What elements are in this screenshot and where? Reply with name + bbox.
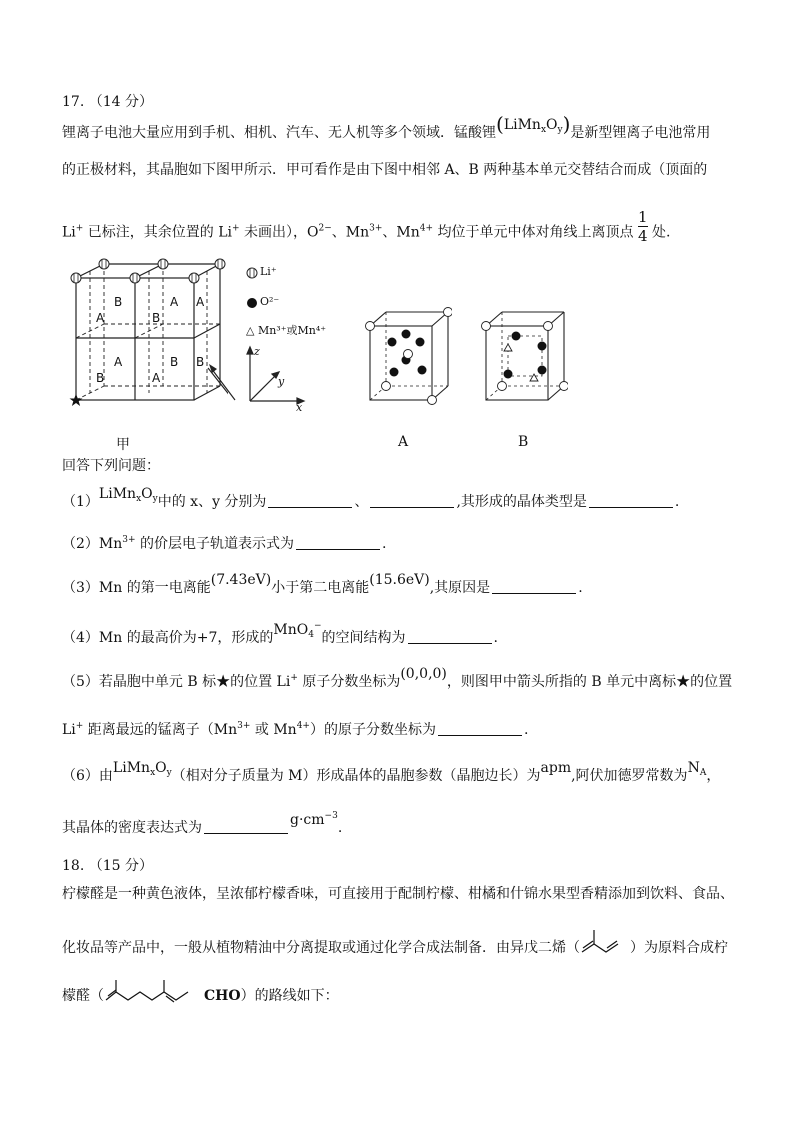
q17-intro-line1: 锂离子电池大量应用到手机、相机、汽车、无人机等多个领域．锰酸锂$(LiMn_xO_y)$是新型锂离子电池常用 [62, 112, 711, 141]
subquestion-1: $(1)LiMn_xO_y$中的 x、y 分别为 、 ,其形成的晶体类型是 . [62, 486, 680, 510]
legend-o-icon [246, 297, 258, 309]
caption-b: B [518, 434, 529, 450]
q18-heading: 18. （15 分） [62, 858, 153, 874]
fraction-one-quarter: $\frac{1}{4}$ [637, 208, 648, 245]
subquestion-6: （6）由$LiMn_xO_y$（相对分子质量为 M）形成晶体的晶胞参数（晶胞边长）为apm,阿伏加德罗常数为$N_A$， [62, 760, 721, 784]
answer-blank[interactable] [204, 819, 288, 834]
legend-mn: △ Mn³⁺或Mn⁴⁺ [246, 324, 327, 337]
cell-label: A [96, 311, 105, 325]
formula-x: x [540, 125, 547, 135]
answer-blank[interactable] [268, 493, 352, 508]
axis-y: y [278, 375, 285, 388]
o-charge: 2− [318, 223, 332, 234]
crystal-cell-jia [68, 256, 228, 416]
subquestion-6-cont: 其晶体的密度表达式为 $g\cdot cm^{-3}$. [62, 811, 343, 836]
isoprene-structure [580, 928, 630, 956]
intro-text: 未画出），O [239, 224, 319, 241]
cell-label: A [114, 355, 123, 369]
unit-cell-b [478, 304, 568, 408]
q17-heading: 17. （14 分） [62, 94, 153, 110]
cho-group: CHO [204, 988, 241, 1004]
subquestion-5: （5）若晶胞中单元 B 标★的位置 Li+ 原子分数坐标为(0,0,0)，则图甲中箭头所指的 B 单元中离标★的位置 [62, 666, 733, 690]
axis-z: z [254, 345, 260, 358]
q18-paragraph-3: 檬醛（ CHO）的路线如下： [62, 976, 760, 1006]
legend-o: O²⁻ [260, 295, 280, 308]
intro-text: 、Mn [331, 224, 370, 241]
intro-text: 已标注，其余位置的 Li [83, 224, 233, 241]
q18-paragraph-2: 化妆品等产品中，一般从植物精油中分离提取或通过化学合成法制备．由异戊二烯（ ）为原料合成柠 [62, 928, 760, 958]
legend-li: Li⁺ [260, 265, 277, 278]
answer-blank[interactable] [370, 493, 454, 508]
answer-blank[interactable] [408, 629, 492, 644]
li-ion: Li [62, 224, 76, 241]
cell-label: B [114, 295, 123, 309]
formula-y: y [557, 125, 563, 135]
intro-text: 是新型锂离子电池常用 [570, 125, 711, 141]
q17-intro-line3 [62, 208, 760, 251]
arrow-pointer [205, 360, 245, 410]
cell-label: A [196, 295, 205, 309]
li-charge: + [75, 223, 84, 234]
li-charge: + [232, 223, 240, 234]
mn4-charge: 4+ [419, 223, 434, 234]
caption-jia: 甲 [116, 437, 130, 453]
subquestion-5-cont: Li+ 距离最远的锰离子（$Mn^{3+}$ 或 $Mn^{4+}$）的原子分数坐标为 . [62, 721, 529, 738]
cell-label: B [196, 355, 205, 369]
cell-label: A [170, 295, 179, 309]
answer-prompt: 回答下列问题： [62, 458, 160, 474]
formula-o: O [546, 117, 558, 133]
citral-structure [104, 976, 204, 1006]
intro-text: 均位于单元中体对角线上离顶点 [433, 224, 634, 241]
caption-a: A [398, 434, 409, 450]
answer-blank[interactable] [589, 493, 673, 508]
answer-blank[interactable] [492, 579, 576, 594]
intro-text: 、Mn [382, 224, 420, 241]
answer-blank[interactable] [438, 721, 522, 736]
axis-x: x [296, 401, 303, 411]
intro-text: 锂离子电池大量应用到手机、相机、汽车、无人机等多个领域．锰酸锂 [62, 125, 496, 141]
mn3-charge: 3+ [369, 223, 383, 234]
subquestion-3: （3）Mn 的第一电离能(7.43eV)小于第二电离能(15.6eV),其原因是 . [62, 572, 583, 596]
cell-label: A [152, 371, 161, 385]
intro-text: 处. [647, 224, 671, 241]
subquestion-2: $(2)Mn^{3+}$ 的价层电子轨道表示式为 . [62, 535, 387, 552]
q17-intro-line2: 的正极材料，其晶胞如下图甲所示．甲可看作是由下图中相邻 A、B 两种基本单元交替结合而成（顶面的 [62, 162, 708, 178]
formula-limn: LiMn [503, 117, 541, 133]
legend-li-icon [246, 267, 258, 279]
unit-cell-a [362, 304, 452, 408]
subquestion-4: （4）Mn 的最高价为+7，形成的MnO$_4$−的空间结构为 . [62, 621, 498, 646]
answer-blank[interactable] [296, 535, 380, 550]
cell-label: B [170, 355, 179, 369]
cell-label: B [96, 371, 105, 385]
axes-diagram [240, 345, 310, 411]
q18-paragraph-1: 柠檬醛是一种黄色液体，呈浓郁柠檬香味，可直接用于配制柠檬、柑橘和什锦水果型香精添加到饮料、食品、 [62, 886, 734, 902]
cell-label: B [152, 311, 161, 325]
